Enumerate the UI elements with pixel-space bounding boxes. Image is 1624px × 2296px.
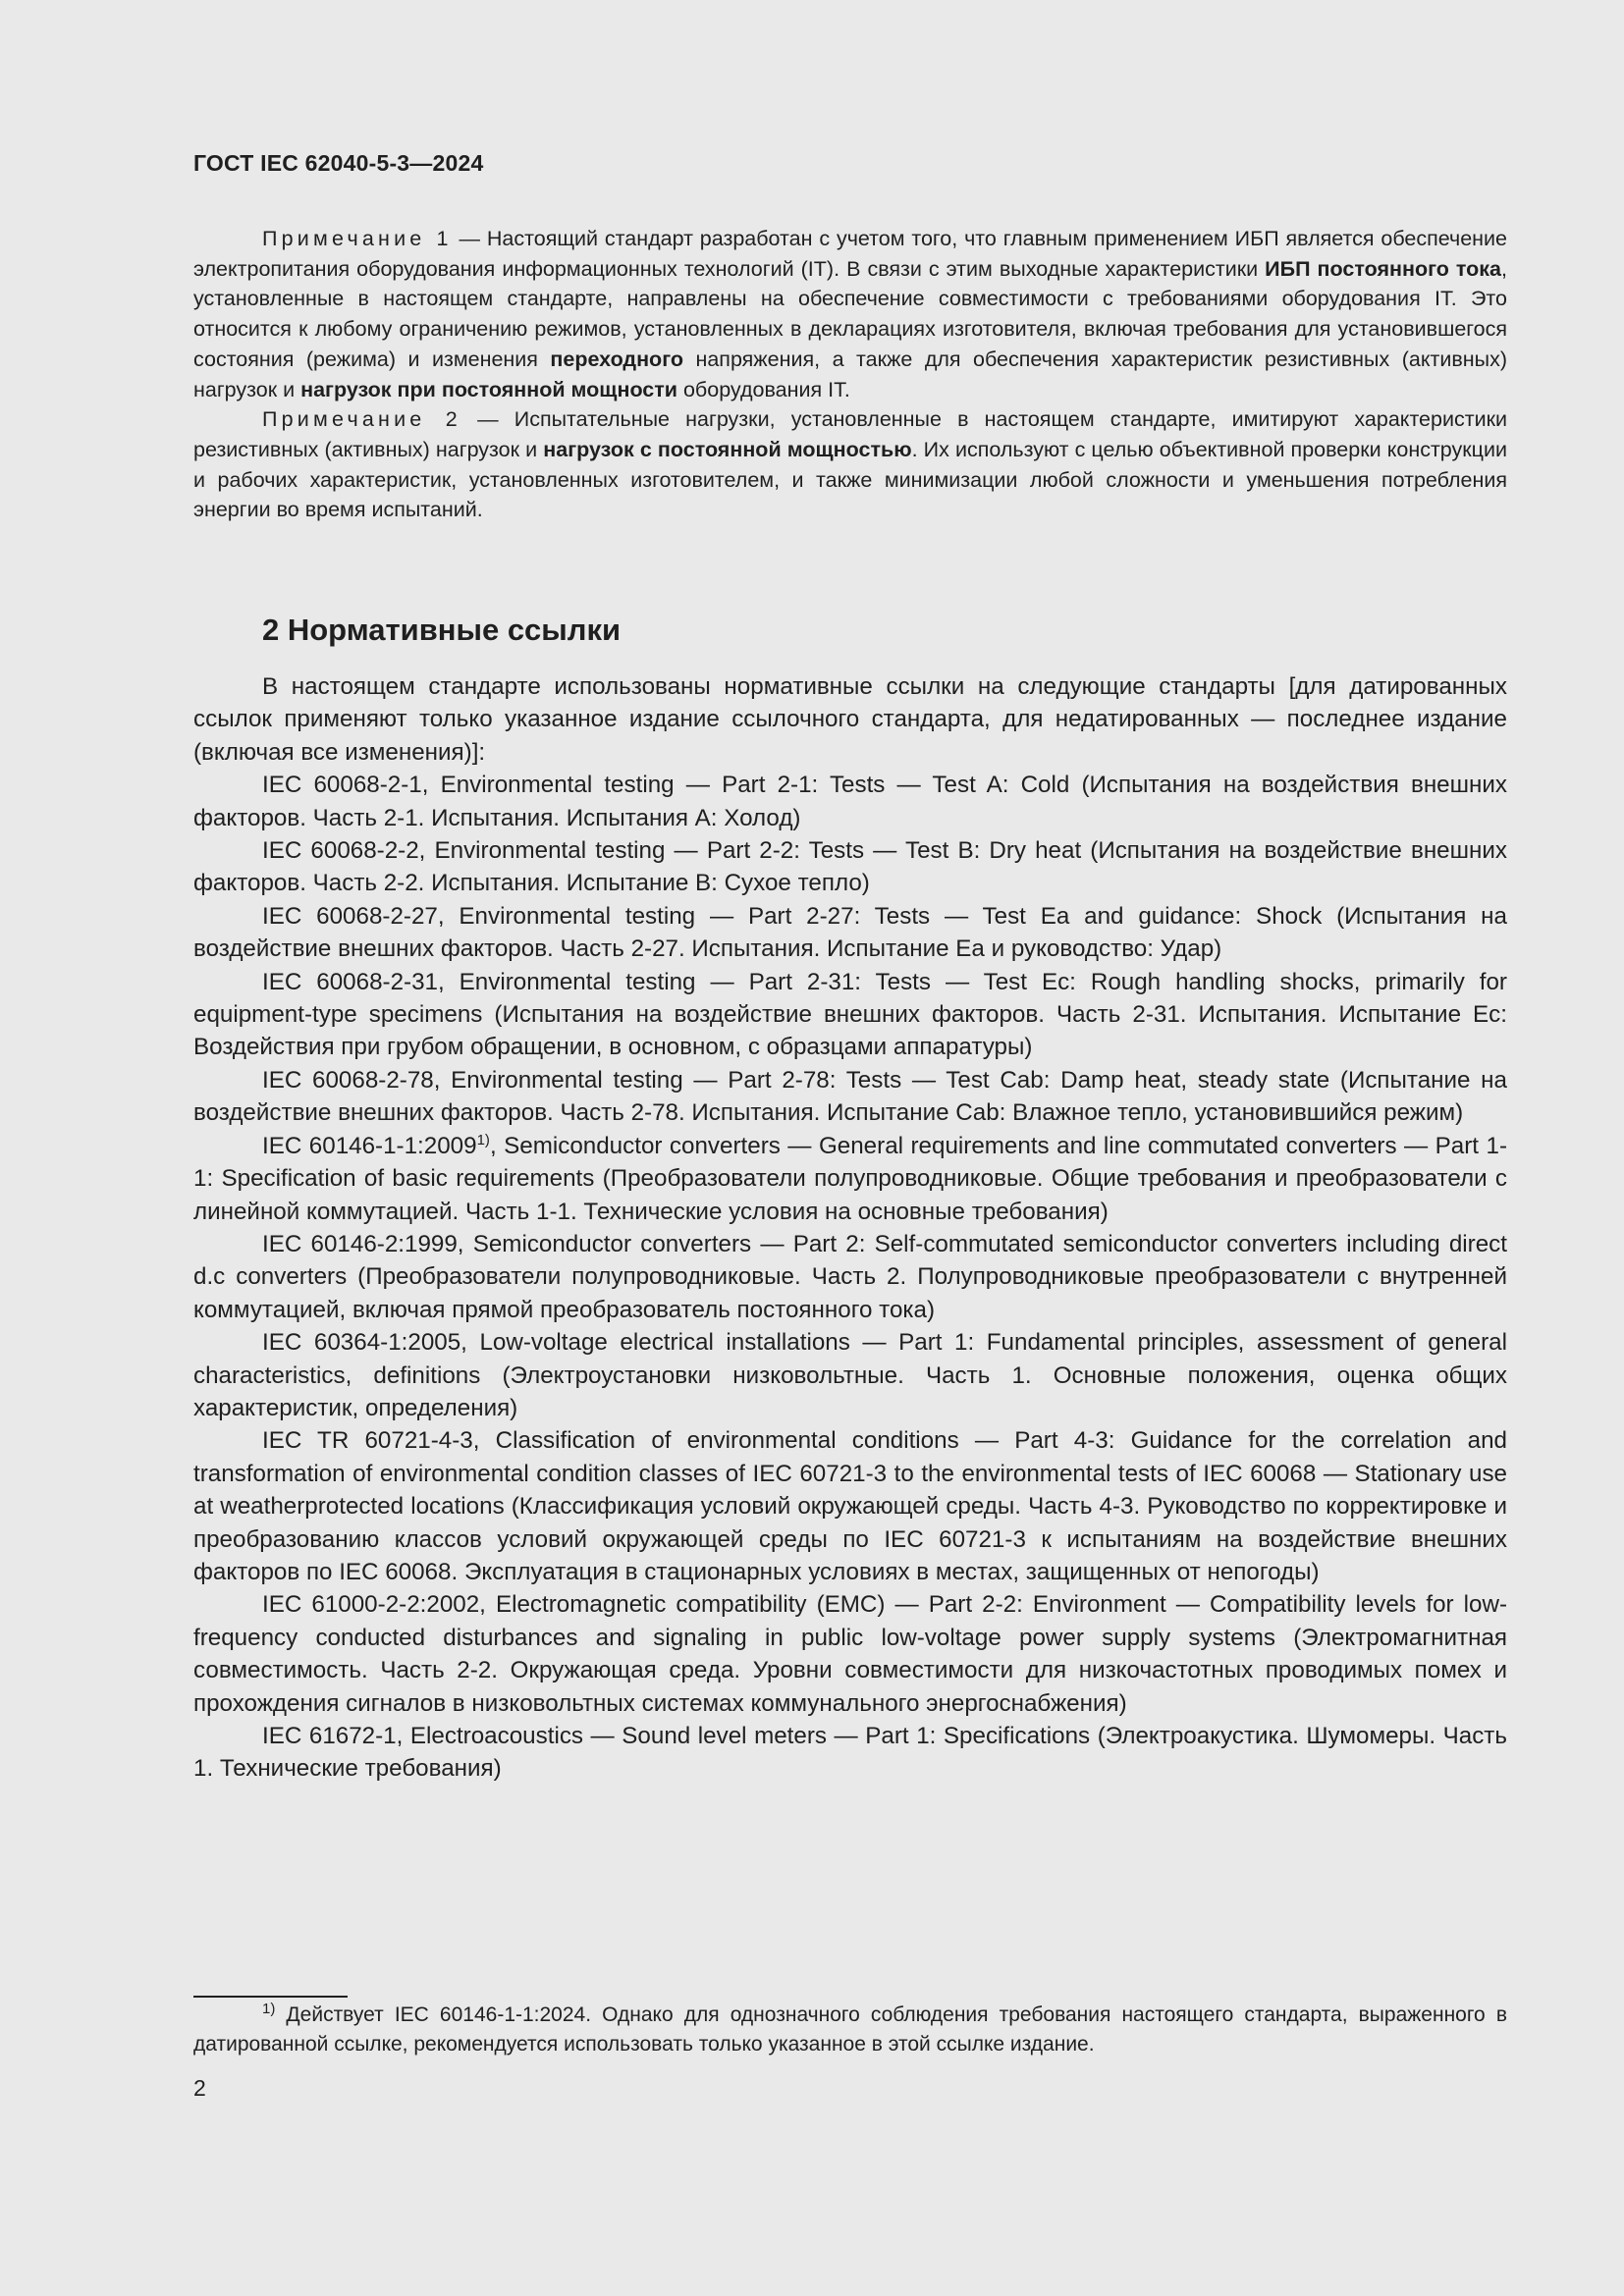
document-code-header: ГОСТ IEC 62040-5-3—2024 <box>193 150 484 176</box>
reference-text: , Semiconductor converters — General requirements and line commutated converters — Part 1-1: Specification of basic requirements (Преобразователи полупроводниковые. Общие требования и преобразователи с линейной коммутацией. Часть 1-1. Технические условия на основные требования) <box>193 1132 1507 1225</box>
footnote <box>193 2001 1507 2059</box>
footnote-ref-marker: 1) <box>476 1131 490 1148</box>
note-1 <box>193 224 1507 404</box>
note-text: — Настоящий стандарт разработан с учетом того, что главным применением ИБП является обеспечение электропитания оборудования информационных технологий (IT). В связи с этим выходные характеристики <box>193 227 1507 281</box>
references-list <box>193 670 1507 1786</box>
reference-item: IEC 61672-1, Electroacoustics — Sound level meters — Part 1: Specifications (Электроакустика. Шумомеры. Часть 1. Технические требования) <box>193 1723 1507 1783</box>
reference-item: IEC 60146-2:1999, Semiconductor converters — Part 2: Self-commutated semiconductor converters including direct d.c converters (Преобразователи полупроводниковые. Часть 2. Полупроводниковые преобразователи с внутренней коммутацией, включая прямой преобразователь постоянного тока) <box>193 1230 1507 1323</box>
footnote-text: Действует IEC 60146-1-1:2024. Однако для однозначного соблюдения требования настоящего стандарта, выраженного в датированной ссылке, рекомендуется использовать только указанное в этой ссылке издание. <box>193 2003 1507 2056</box>
notes-block <box>193 224 1507 525</box>
reference-designation: IEC 60146-1-1:2009 <box>262 1132 477 1159</box>
reference-item: IEC 60068-2-27, Environmental testing — Part 2-27: Tests — Test Ea and guidance: Shock (Испытания на воздействие внешних факторов. Часть 2-27. Испытания. Испытание Еа и руководство: Удар) <box>193 902 1507 963</box>
note-emphasis: ИБП постоянного тока <box>1265 256 1502 281</box>
reference-item: IEC TR 60721-4-3, Classification of environmental conditions — Part 4-3: Guidance for the correlation and transformation of environmental condition classes of IEC 60721-3 to the environmental tests of IEC 60068 — Stationary use at weatherprotected locations (Классификация условий окружающей среды. Часть 4-3. Руководство по корректировке и преобразованию классов условий окружающей среды по IEC 60721-3 к испытаниям на воздействие внешних факторов по IEC 60068. Эксплуатация в стационарных условиях в местах, защищенных от непогоды) <box>193 1427 1507 1585</box>
note-2 <box>193 404 1507 525</box>
note-emphasis: нагрузок с постоянной мощностью <box>543 437 912 461</box>
note-emphasis: переходного <box>550 347 683 371</box>
reference-item: IEC 60364-1:2005, Low-voltage electrical installations — Part 1: Fundamental principles, assessment of general characteristics, definitions (Электроустановки низковольтные. Часть 1. Основные положения, оценка общих характеристик, определения) <box>193 1329 1507 1421</box>
reference-item: IEC 60068-2-1, Environmental testing — Part 2-1: Tests — Test A: Cold (Испытания на воздействия внешних факторов. Часть 2-1. Испытания. Испытания А: Холод) <box>193 772 1507 831</box>
note-text: напряжения, а также для обеспечения характеристик резистивных (активных) нагрузок и <box>193 347 1507 401</box>
reference-item: IEC 61000-2-2:2002, Electromagnetic compatibility (EMC) — Part 2-2: Environment — Compatibility levels for low-frequency conducted disturbances and signaling in public low-voltage power supply systems (Электромагнитная совместимость. Часть 2-2. Окружающая среда. Уровни совместимости для низкочастотных проводимых помех и прохождения сигналов в низковольтных системах коммунального энергоснабжения) <box>193 1591 1507 1717</box>
page-number: 2 <box>193 2075 206 2101</box>
footnote-paragraph <box>193 2001 1507 2059</box>
reference-item: IEC 60068-2-31, Environmental testing — Part 2-31: Tests — Test Ec: Rough handling shocks, primarily for equipment-type specimens (Испытания на воздействие внешних факторов. Часть 2-31. Испытания. Испытание Ec: Воздействия при грубом обращении, в основном, с образцами аппаратуры) <box>193 968 1507 1061</box>
footnote-marker: 1) <box>262 2001 276 2017</box>
reference-item <box>193 1130 1507 1228</box>
note-text: оборудования IT. <box>677 377 850 401</box>
note-label: Примечание 2 <box>262 407 461 432</box>
note-label: Примечание 1 <box>262 227 453 250</box>
footnote-divider <box>193 1996 348 1998</box>
note-text: . Их используют с целью объективной проверки конструкции и рабочих характеристик, установленных изготовителем, и также минимизации любой сложности и уменьшения потребления энергии во время испытаний. <box>193 437 1508 522</box>
note-emphasis: нагрузок при постоянной мощности <box>300 377 677 401</box>
section-title: 2 Нормативные ссылки <box>262 613 622 647</box>
reference-item: IEC 60068-2-2, Environmental testing — Part 2-2: Tests — Test B: Dry heat (Испытания на воздействие внешних факторов. Часть 2-2. Испытания. Испытание В: Сухое тепло) <box>193 837 1507 897</box>
note-text: — Испытательные нагрузки, установленные в настоящем стандарте, имитируют характеристики резистивных (активных) нагрузок и <box>193 407 1507 461</box>
intro-paragraph: В настоящем стандарте использованы нормативные ссылки на следующие стандарты [для датированных ссылок применяют только указанное издание ссылочного стандарта, для недатированных — последнее издание (включая все изменения)]: <box>193 673 1507 766</box>
note-text: , установленные в настоящем стандарте, направлены на обеспечение совместимости с требованиями оборудования IT. Это относится к любому ограничению режимов, установленных в декларациях изготовителя, включая требования для установившегося состояния (режима) и изменения <box>193 256 1508 371</box>
reference-item: IEC 60068-2-78, Environmental testing — Part 2-78: Tests — Test Cab: Damp heat, steady state (Испытание на воздействие внешних факторов. Часть 2-78. Испытания. Испытание Cab: Влажное тепло, установившийся режим) <box>193 1066 1507 1127</box>
